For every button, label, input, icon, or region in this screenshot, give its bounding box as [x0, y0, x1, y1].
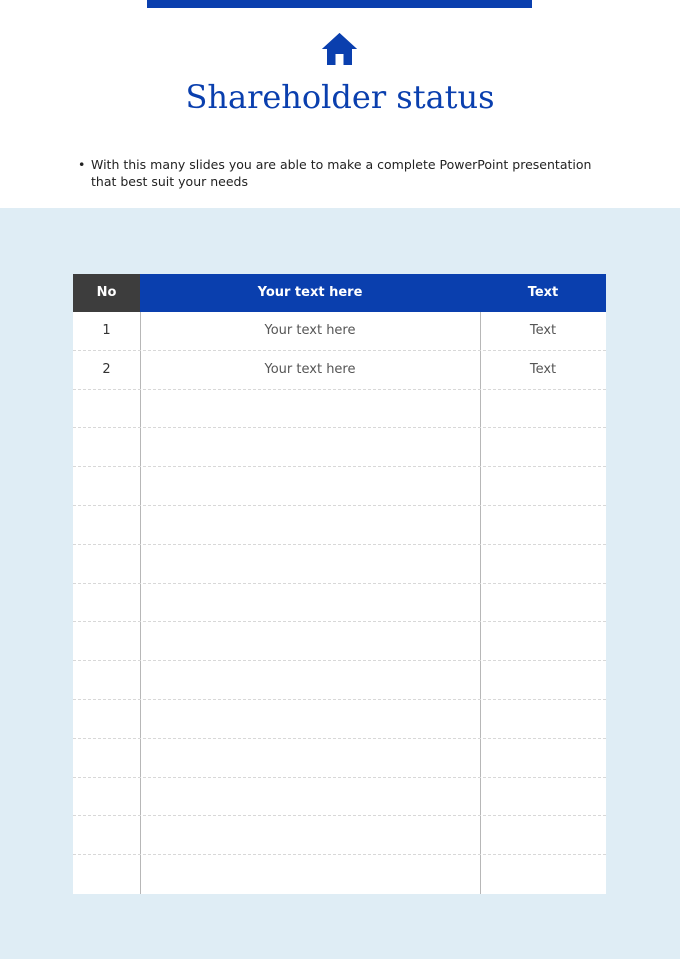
table-row — [73, 855, 606, 894]
table-cell — [480, 390, 606, 428]
table-row — [73, 545, 606, 584]
shareholder-table — [73, 274, 606, 894]
table-cell — [73, 778, 140, 816]
top-accent-bar — [147, 0, 532, 8]
table-cell — [73, 661, 140, 699]
table-cell — [480, 739, 606, 777]
table-cell: Text — [529, 323, 557, 338]
header-main: Your text here — [140, 274, 480, 312]
table-cell — [480, 467, 606, 505]
table-cell — [480, 816, 606, 854]
table-cell — [140, 428, 480, 466]
table-cell — [140, 390, 480, 428]
bullet-dot: • — [78, 157, 86, 172]
table-row — [73, 661, 606, 700]
table-row — [73, 622, 606, 661]
header-text: Text — [480, 274, 606, 312]
table-cell — [140, 778, 480, 816]
table-cell — [140, 816, 480, 854]
table-cell — [73, 584, 140, 622]
table-cell — [480, 661, 606, 699]
table-cell — [140, 855, 480, 894]
table-cell — [480, 506, 606, 544]
table-cell — [140, 700, 480, 738]
table-cell — [73, 467, 140, 505]
table-cell: Your text here — [264, 361, 356, 377]
table-row — [73, 390, 606, 429]
table-cell — [73, 545, 140, 583]
table-cell — [73, 700, 140, 738]
table-body — [73, 312, 606, 894]
table-cell — [73, 622, 140, 660]
table-cell — [140, 622, 480, 660]
table-row — [73, 778, 606, 817]
table-cell — [73, 816, 140, 854]
table-cell — [480, 855, 606, 894]
bullet-text-content: With this many slides you are able to make a complete PowerPoint presentation that best suit your needs — [91, 157, 592, 189]
table-cell — [73, 428, 140, 466]
table-cell — [73, 739, 140, 777]
table-row — [73, 816, 606, 855]
table-row — [73, 739, 606, 778]
table-cell — [480, 428, 606, 466]
table-cell — [73, 855, 140, 894]
table-header — [73, 274, 606, 312]
table-cell — [140, 545, 480, 583]
table-row — [73, 700, 606, 739]
table-row — [73, 584, 606, 623]
table-cell — [140, 584, 480, 622]
table-cell — [480, 622, 606, 660]
table-row — [73, 506, 606, 545]
table-cell — [73, 506, 140, 544]
table-cell: 1 — [102, 323, 111, 338]
bullet-text — [78, 156, 618, 190]
table-cell — [140, 506, 480, 544]
table-cell — [480, 778, 606, 816]
table-cell — [480, 584, 606, 622]
table-cell: Your text here — [264, 323, 356, 338]
table-cell — [140, 467, 480, 505]
table-cell: 2 — [102, 361, 111, 377]
table-cell — [140, 661, 480, 699]
table-cell — [480, 700, 606, 738]
table-cell — [73, 390, 140, 428]
table-cell: Text — [529, 361, 557, 377]
home-icon — [321, 32, 358, 66]
page-title: Shareholder status — [185, 78, 495, 116]
table-row — [73, 428, 606, 467]
table-cell — [140, 739, 480, 777]
table-row — [73, 467, 606, 506]
table-cell — [480, 545, 606, 583]
header-no: No — [73, 274, 140, 312]
table-row — [73, 312, 606, 351]
table-row — [73, 351, 606, 390]
